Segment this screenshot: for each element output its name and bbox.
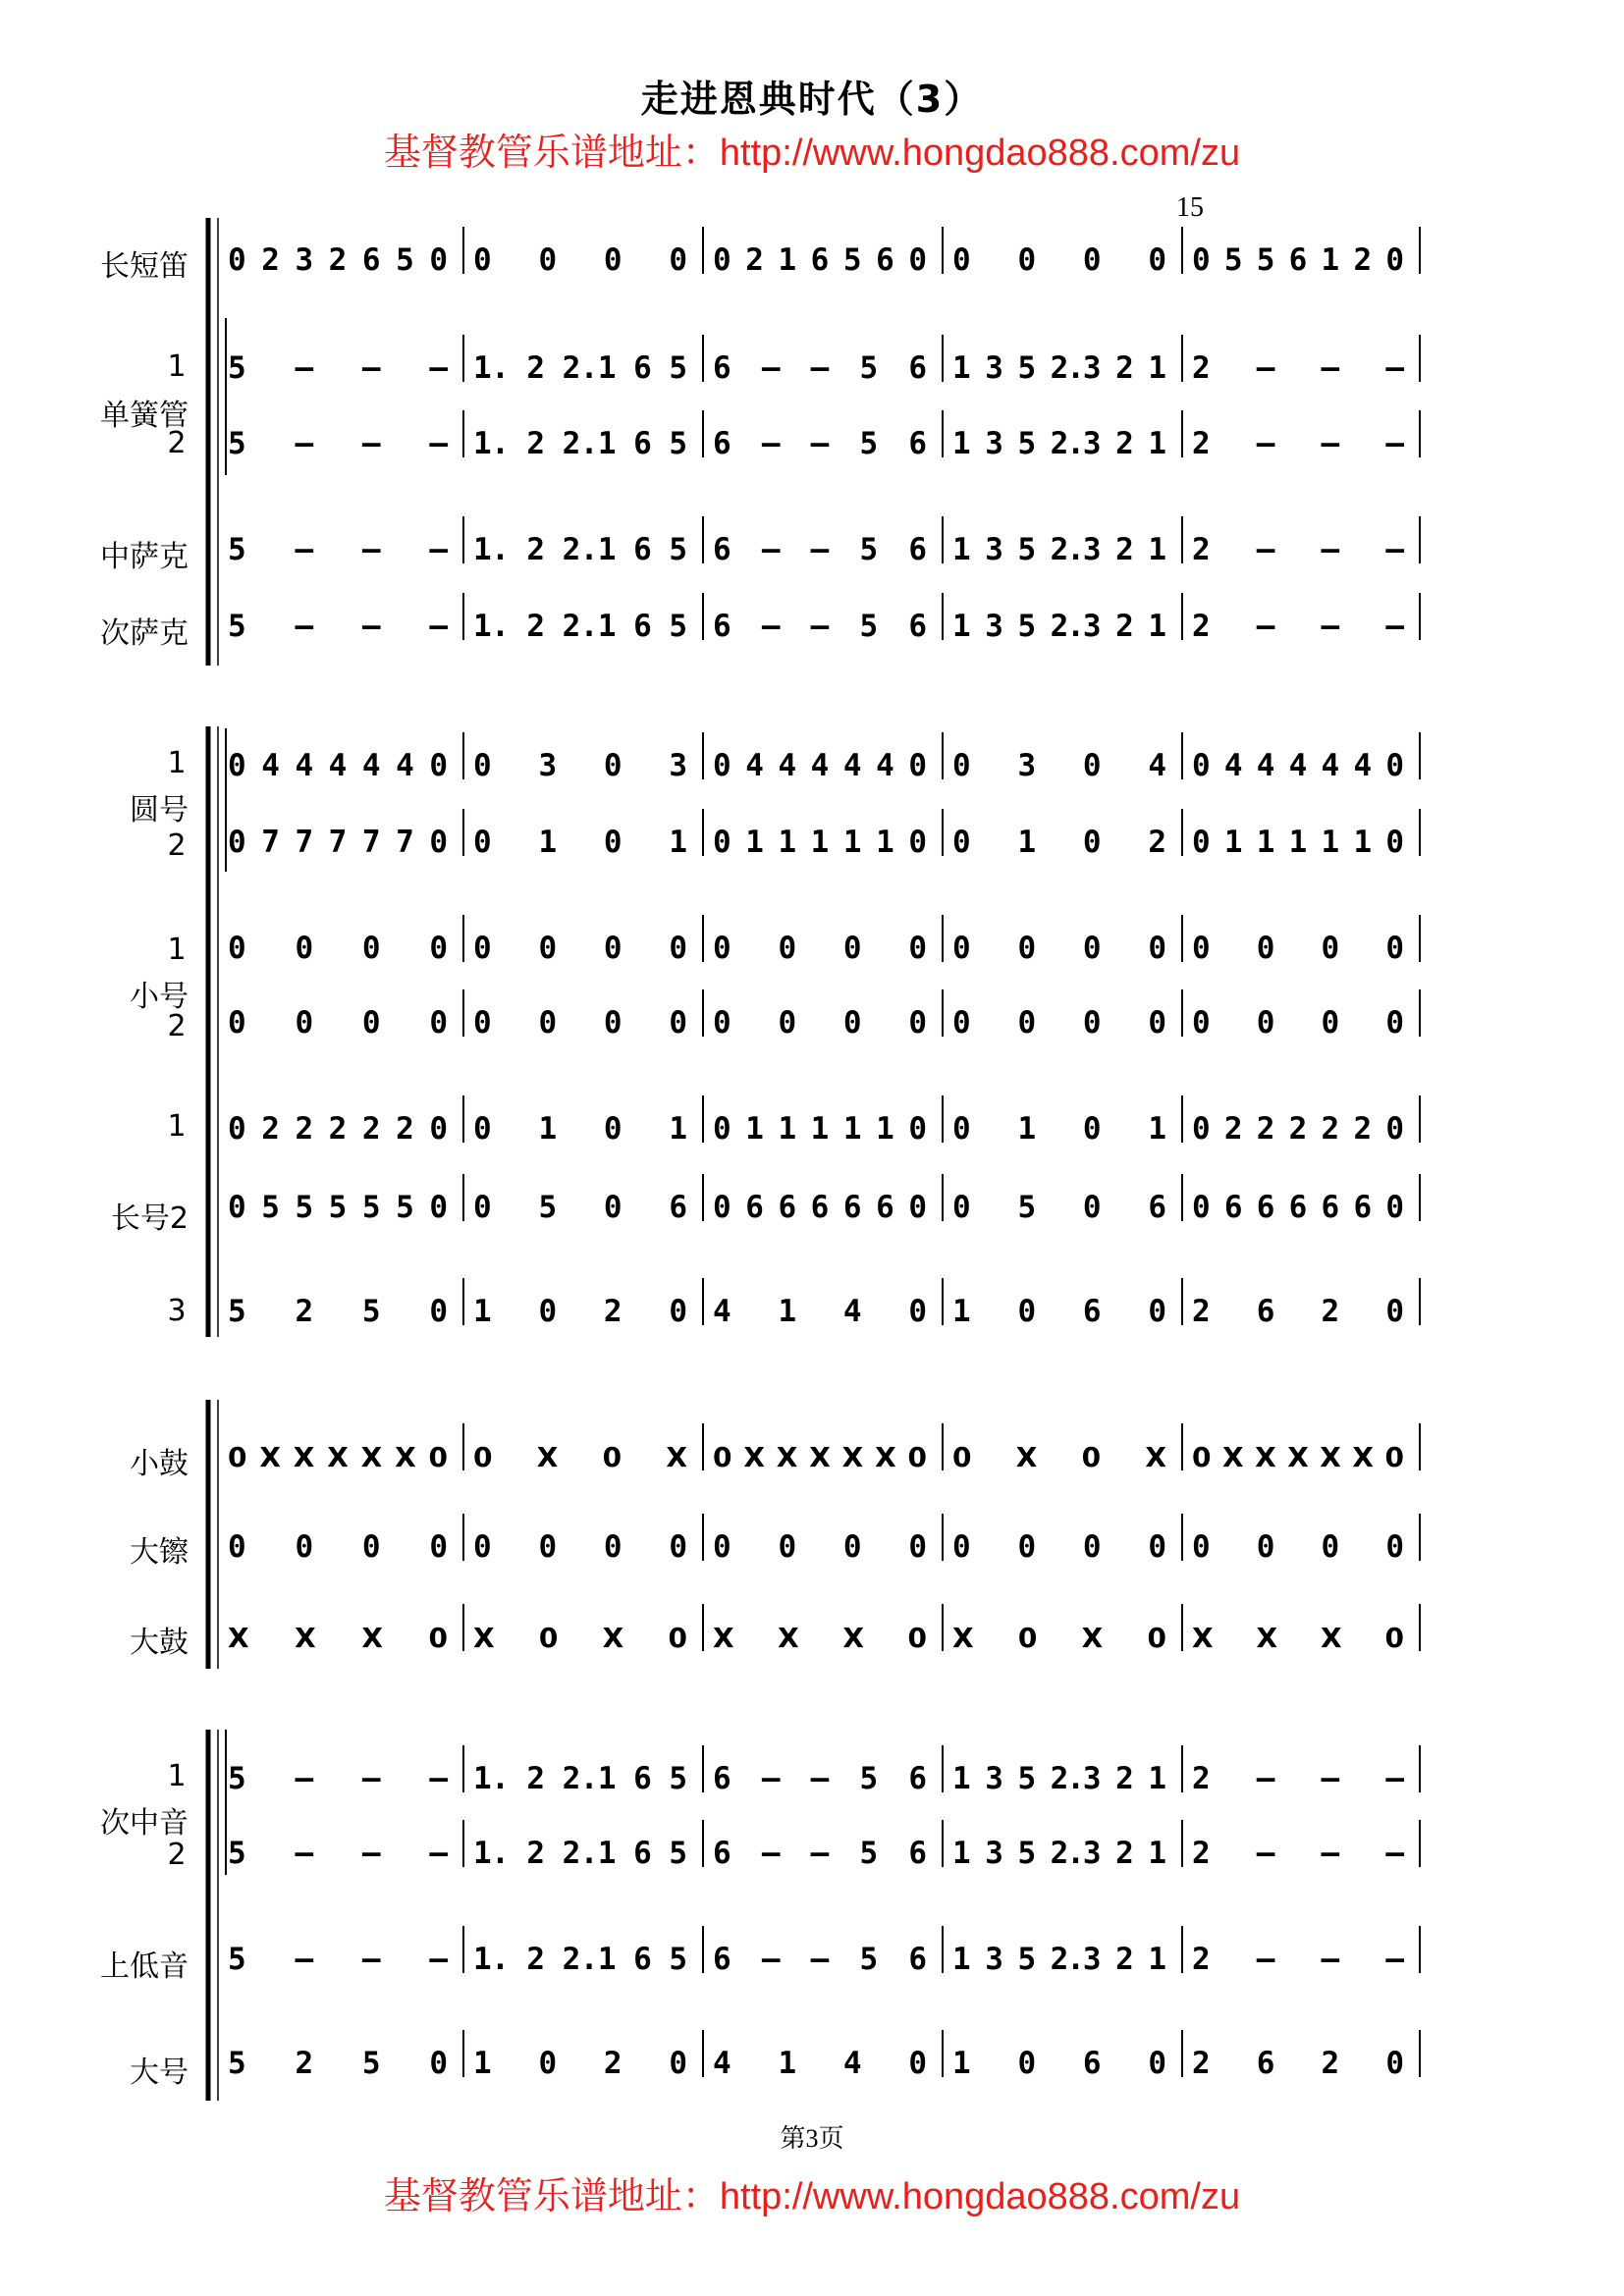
staff-content xyxy=(218,227,1420,2081)
measure-notes: 5 – – – xyxy=(228,1942,448,1977)
measure-notes: 5 2 5 0 xyxy=(228,2046,448,2081)
measure-notes: 6 – – 5 6 xyxy=(713,532,927,567)
measure-notes: 0 0 0 0 xyxy=(952,931,1166,966)
label-trumpet: 小号 xyxy=(130,980,189,1014)
measure-notes: 0 7 7 7 7 7 0 xyxy=(228,825,448,860)
measure-notes: 2 6 2 0 xyxy=(1192,2046,1404,2081)
label-trombone: 长号2 xyxy=(110,1201,189,1236)
label-baritone-part-1: 1 xyxy=(167,1759,187,1793)
measure-notes: 1 3 5 2.3 2 1 xyxy=(952,426,1166,461)
label-baritone: 次中音 xyxy=(100,1806,189,1841)
measure-notes: 1 3 5 2.3 2 1 xyxy=(952,1942,1166,1977)
measure-notes: 2 – – – xyxy=(1192,350,1404,386)
measure-notes: 0 2 2 2 2 2 0 xyxy=(228,1111,448,1147)
label-clarinet-part-1: 1 xyxy=(167,349,187,384)
measure-notes: 0 0 0 0 xyxy=(473,1529,687,1565)
label-cymbals: 大镲 xyxy=(130,1535,189,1570)
measure-notes: 0 1 0 1 xyxy=(473,825,687,860)
measure-notes: 0 1 0 1 xyxy=(473,1111,687,1147)
measure-notes: 0 0 0 0 xyxy=(473,1005,687,1041)
label-piccolo: 长短笛 xyxy=(100,249,189,284)
measure-notes: 5 – – – xyxy=(228,350,448,386)
measure-notes: 1 0 2 0 xyxy=(473,2046,687,2081)
measure-notes: 0 1 0 2 xyxy=(952,825,1166,860)
page-title: 走进恩典时代（3） xyxy=(640,78,984,121)
footer-url[interactable]: 基督教管乐谱地址：http://www.hongdao888.com/zu xyxy=(383,2176,1241,2217)
measure-notes: 5 – – – xyxy=(228,1836,448,1871)
header-url[interactable]: 基督教管乐谱地址：http://www.hongdao888.com/zu xyxy=(383,133,1241,174)
label-snare-drum: 小鼓 xyxy=(130,1447,189,1481)
measure-notes: 0 0 0 0 xyxy=(228,1529,448,1565)
measure-notes: 1 3 5 2.3 2 1 xyxy=(952,1761,1166,1796)
measure-notes: X X X 0 xyxy=(228,1622,448,1654)
label-trumpet-part-1: 1 xyxy=(167,933,187,967)
measure-notes: 1 0 6 0 xyxy=(952,1294,1166,1329)
label-horn-part-2: 2 xyxy=(167,828,187,863)
measure-notes: 0 2 2 2 2 2 0 xyxy=(1192,1111,1404,1147)
measure-notes: 0 0 0 0 xyxy=(713,931,927,966)
measure-notes: 5 2 5 0 xyxy=(228,1294,448,1329)
measure-notes: 0 X X X X X 0 xyxy=(713,1441,927,1473)
measure-notes: 6 – – 5 6 xyxy=(713,1761,927,1796)
measure-notes: 2 – – – xyxy=(1192,1942,1404,1977)
measure-notes: 0 4 4 4 4 4 0 xyxy=(1192,748,1404,783)
measure-notes: 6 – – 5 6 xyxy=(713,350,927,386)
measure-number: 15 xyxy=(1176,192,1204,223)
measure-notes: 2 – – – xyxy=(1192,426,1404,461)
measure-notes: 0 X 0 X xyxy=(473,1441,687,1473)
label-trombone-part-3: 3 xyxy=(167,1294,187,1328)
system-brackets xyxy=(208,218,226,2101)
measure-notes: 1. 2 2.1 6 5 xyxy=(473,532,687,567)
measure-notes: 1 3 5 2.3 2 1 xyxy=(952,532,1166,567)
measure-notes: 1. 2 2.1 6 5 xyxy=(473,609,687,644)
measure-notes: 0 4 4 4 4 4 0 xyxy=(713,748,927,783)
measure-notes: 5 – – – xyxy=(228,1761,448,1796)
measure-notes: 0 1 1 1 1 1 0 xyxy=(713,1111,927,1147)
measure-notes: 0 1 1 1 1 1 0 xyxy=(713,825,927,860)
measure-notes: X 0 X 0 xyxy=(473,1622,687,1654)
measure-notes: 6 – – 5 6 xyxy=(713,1942,927,1977)
label-trumpet-part-2: 2 xyxy=(167,1009,187,1043)
label-trombone-part-1: 1 xyxy=(167,1109,187,1144)
label-clarinet: 单簧管 xyxy=(100,399,189,433)
measure-notes: 0 X 0 X xyxy=(952,1441,1166,1473)
measure-notes: 0 X X X X X 0 xyxy=(228,1441,448,1473)
measure-notes: 6 – – 5 6 xyxy=(713,1836,927,1871)
measure-notes: 0 X X X X X 0 xyxy=(1192,1441,1404,1473)
measure-notes: 5 – – – xyxy=(228,532,448,567)
measure-notes: 0 0 0 0 xyxy=(228,931,448,966)
measure-notes: 0 3 0 3 xyxy=(473,748,687,783)
label-clarinet-part-2: 2 xyxy=(167,426,187,460)
measure-notes: 1 3 5 2.3 2 1 xyxy=(952,350,1166,386)
measure-notes: 1. 2 2.1 6 5 xyxy=(473,1761,687,1796)
measure-notes: 2 – – – xyxy=(1192,1836,1404,1871)
measure-notes: 0 0 0 0 xyxy=(952,1005,1166,1041)
measure-notes: 0 0 0 0 xyxy=(1192,1005,1404,1041)
measure-notes: 0 0 0 0 xyxy=(952,242,1166,278)
measure-notes: 0 3 0 4 xyxy=(952,748,1166,783)
measure-notes: 2 – – – xyxy=(1192,532,1404,567)
measure-notes: 2 – – – xyxy=(1192,609,1404,644)
measure-notes: 2 6 2 0 xyxy=(1192,1294,1404,1329)
measure-notes: 1 0 6 0 xyxy=(952,2046,1166,2081)
label-tenor-sax: 次萨克 xyxy=(100,616,189,651)
measure-notes: 0 2 3 2 6 5 0 xyxy=(228,242,448,278)
measure-notes: 0 5 5 5 5 5 0 xyxy=(228,1190,448,1225)
measure-notes: 0 0 0 0 xyxy=(473,242,687,278)
measure-notes: 1. 2 2.1 6 5 xyxy=(473,1942,687,1977)
label-bass-drum: 大鼓 xyxy=(130,1626,189,1660)
measure-notes: 5 – – – xyxy=(228,609,448,644)
measure-notes: 0 5 0 6 xyxy=(473,1190,687,1225)
measure-notes: 0 0 0 0 xyxy=(952,1529,1166,1565)
measure-notes: 0 2 1 6 5 6 0 xyxy=(713,242,927,278)
measure-notes: 0 0 0 0 xyxy=(1192,931,1404,966)
measure-notes: 0 0 0 0 xyxy=(228,1005,448,1041)
measure-notes: 1. 2 2.1 6 5 xyxy=(473,426,687,461)
measure-notes: 0 6 6 6 6 6 0 xyxy=(1192,1190,1404,1225)
measure-notes: X X X 0 xyxy=(1192,1622,1404,1654)
measure-notes: 0 6 6 6 6 6 0 xyxy=(713,1190,927,1225)
measure-notes: 0 4 4 4 4 4 0 xyxy=(228,748,448,783)
measure-notes: 0 5 5 6 1 2 0 xyxy=(1192,242,1404,278)
measure-notes: X 0 X 0 xyxy=(952,1622,1166,1654)
measure-notes: 0 1 0 1 xyxy=(952,1111,1166,1147)
label-tuba: 大号 xyxy=(130,2056,189,2090)
measure-notes: X X X 0 xyxy=(713,1622,927,1654)
label-alto-sax: 中萨克 xyxy=(100,540,189,574)
measure-notes: 0 1 1 1 1 1 0 xyxy=(1192,825,1404,860)
label-horn-part-1: 1 xyxy=(167,746,187,780)
measure-notes: 6 – – 5 6 xyxy=(713,426,927,461)
measure-notes: 0 0 0 0 xyxy=(713,1005,927,1041)
measure-notes: 1 0 2 0 xyxy=(473,1294,687,1329)
measure-notes: 1 3 5 2.3 2 1 xyxy=(952,1836,1166,1871)
page-number: 第3页 xyxy=(780,2124,844,2153)
label-horn: 圆号 xyxy=(130,793,189,828)
measure-notes: 4 1 4 0 xyxy=(713,2046,927,2081)
label-baritone-part-2: 2 xyxy=(167,1838,187,1872)
measure-notes: 1. 2 2.1 6 5 xyxy=(473,350,687,386)
measure-notes: 1 3 5 2.3 2 1 xyxy=(952,609,1166,644)
label-euphonium: 上低音 xyxy=(100,1949,189,1984)
measure-notes: 5 – – – xyxy=(228,426,448,461)
measure-notes: 1. 2 2.1 6 5 xyxy=(473,1836,687,1871)
measure-notes: 4 1 4 0 xyxy=(713,1294,927,1329)
measure-notes: 0 0 0 0 xyxy=(473,931,687,966)
measure-notes: 0 5 0 6 xyxy=(952,1190,1166,1225)
measure-notes: 2 – – – xyxy=(1192,1761,1404,1796)
measure-notes: 0 0 0 0 xyxy=(1192,1529,1404,1565)
measure-notes: 0 0 0 0 xyxy=(713,1529,927,1565)
measure-notes: 6 – – 5 6 xyxy=(713,609,927,644)
